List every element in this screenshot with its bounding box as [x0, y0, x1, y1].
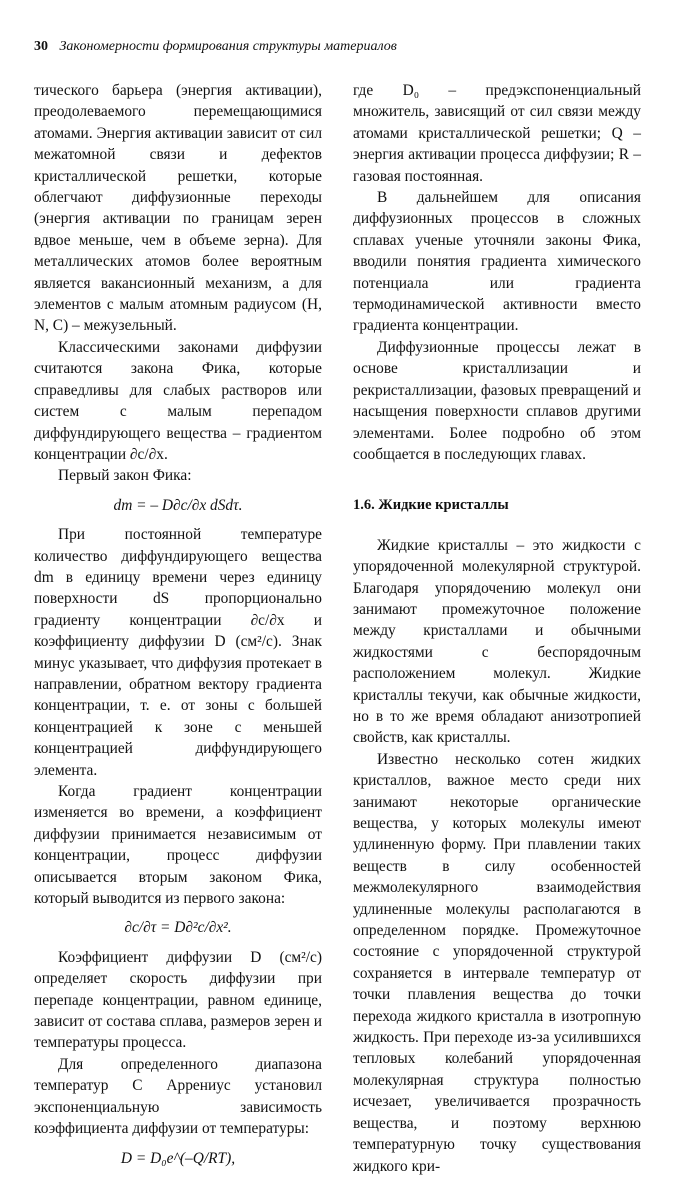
formula-fick-first: dm = – D∂c/∂x dSdτ. [113, 496, 243, 514]
page-number: 30 [34, 39, 48, 54]
running-title: Закономерности формирования структуры материалов [59, 39, 397, 54]
paragraph: Жидкие кристаллы – это жидкости с упорядоченной молекулярной структурой. Благодаря упорядочению молекул они занимают промежуточное положение между кристаллами и обычными жидкостями с беспорядочным расположением молекул. Жидкие кристаллы текучи, как обычные жидкости, но в то же время обладают анизотропией свойств, как кристаллы. [353, 536, 641, 747]
paragraph: В дальнейшем для описания диффузионных процессов в сложных сплавах ученые уточняли законы Фика, вводили понятия градиента химического потенциала или градиента термодинамической активности вместо градиента концентрации. [353, 189, 641, 335]
paragraph: Классическими законами диффузии считаются закона Фика, которые справедливы для слабых растворов или систем с малым перепадом диффундирующего вещества – градиентом концентрации ∂c/∂x. [34, 338, 322, 463]
paragraph: Для определенного диапазона температур С Аррениус установил экспоненциальную зависимость коэффициента диффузии от температуры: [34, 1055, 322, 1138]
formula-arrhenius: D = D₀e^(–Q/RT), [120, 1149, 236, 1167]
left-column [34, 80, 322, 1177]
paragraph: Диффузионные процессы лежат в основе кристаллизации и рекристаллизации, фазовых превращений и насыщения поверхности сплавов другими элементами. Более подробно об этом сообщается в последующих главах. [353, 338, 641, 463]
paragraph: где D₀ – предэкспоненциальный множитель, зависящий от сил связи между атомами кристаллической решетки; Q – энергия активации процесса диффузии; R – газовая постоянная. [353, 82, 641, 185]
right-column [353, 80, 641, 1177]
section-heading: 1.6. Жидкие кристаллы [353, 497, 509, 514]
page-header [34, 38, 654, 56]
paragraph: Первый закон Фика: [58, 467, 192, 485]
paragraph: Известно несколько сотен жидких кристаллов, важное место среди них занимают некоторые органические вещества, у которых молекулы имеют удлиненную форму. При плавлении таких веществ в силу особенностей межмолекулярного взаимодействия удлиненные молекулы располагаются в определенном порядке. Промежуточное состояние с упорядоченной структурой сохраняется в интервале температур от точки плавления вещества до точки перехода жидкого кристалла в изотропную жидкость. При переходе из-за усилившихся тепловых колебаний упорядоченная молекулярная структура полностью исчезает, увеличивается прозрачность вещества, и поэтому верхнюю температурную точку существования жидкого кри- [353, 750, 641, 1175]
paragraph: Коэффициент диффузии D (см²/с) определяет скорость диффузии при перепаде концентрации, равном единице, зависит от состава сплава, размеров зерен и температуры процесса. [34, 948, 322, 1052]
paragraph: Когда градиент концентрации изменяется во времени, а коэффициент диффузии принимается независимым от концентрации, процесс диффузии описывается вторым законом Фика, который выводится из первого закона: [34, 783, 322, 908]
formula-fick-second: ∂c/∂τ = D∂²c/∂x². [124, 919, 232, 937]
paragraph: тического барьера (энергия активации), преодолеваемого перемещающимися атомами. Энергия активации зависит от сил межатомной связи и дефектов кристаллической решетки, которые облегчают диффузионные переходы (энергия активации по границам зерен вдвое меньше, чем в объеме зерна). Для металлических атомов более вероятным является вакансионный механизм, а для элементов с малым атомным радиусом (H, N, C) – межузельный. [34, 82, 322, 335]
paragraph: При постоянной температуре количество диффундирующего вещества dm в единицу времени через единицу поверхности dS пропорционально градиенту концентрации ∂c/∂x и коэффициенту диффузии D (см²/с). Знак минус указывает, что диффузия протекает в направлении, обратном вектору градиента концентрации, т. е. от зоны с большей концентрацией к зоне с меньшей концентрацией диффундирующего элемента. [34, 526, 322, 779]
